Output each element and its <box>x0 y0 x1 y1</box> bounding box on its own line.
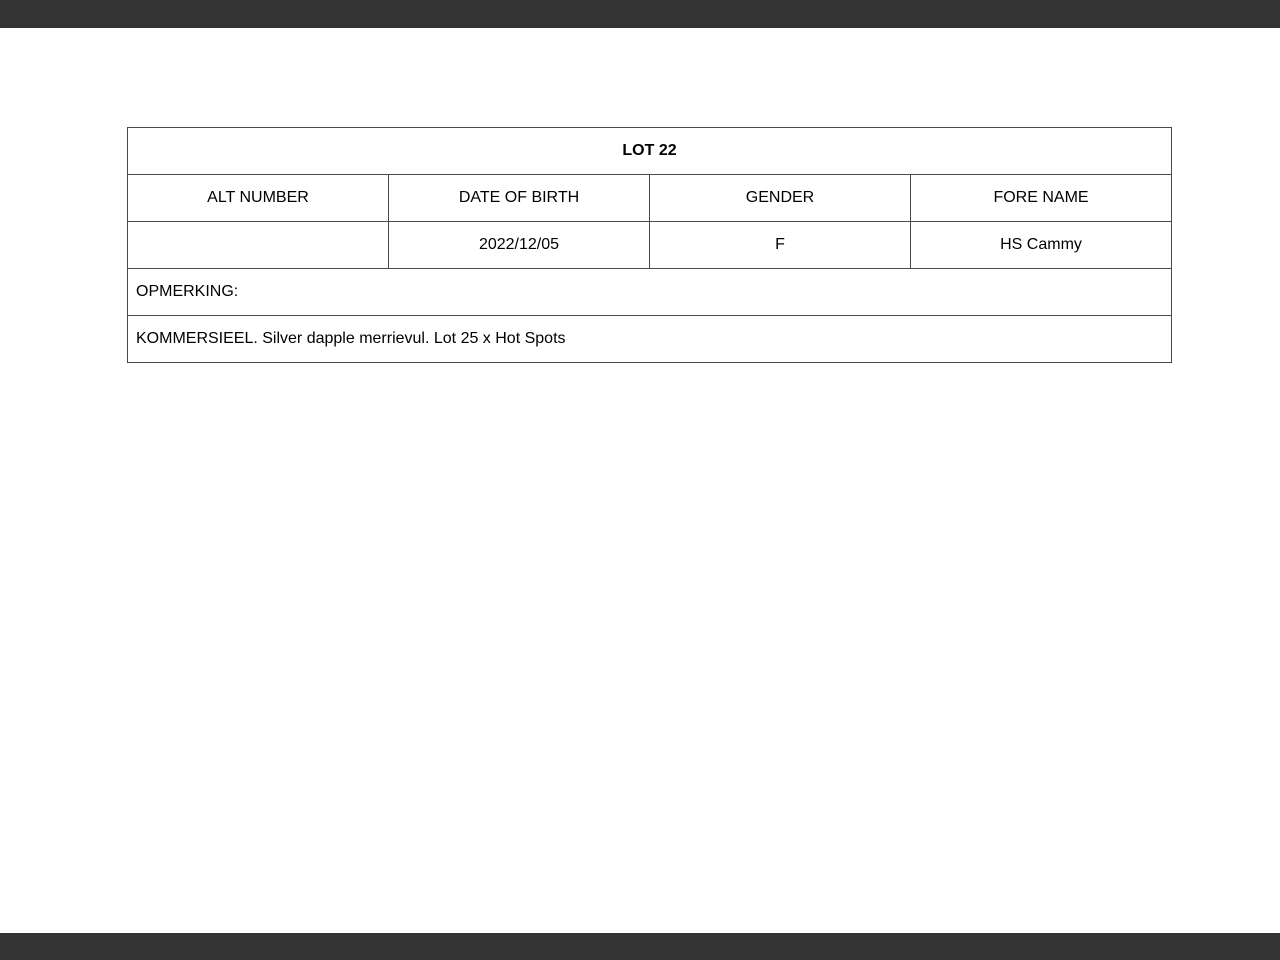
title-row <box>128 128 1172 175</box>
remark-text: KOMMERSIEEL. Silver dapple merrievul. Lot 25 x Hot Spots <box>128 316 1172 363</box>
header-alt-number: ALT NUMBER <box>128 175 389 222</box>
viewer-bottom-bar <box>0 933 1280 960</box>
header-fore-name: FORE NAME <box>911 175 1172 222</box>
header-gender: GENDER <box>650 175 911 222</box>
lot-table <box>127 127 1172 363</box>
value-alt-number <box>128 222 389 269</box>
value-row <box>128 222 1172 269</box>
remark-label-row <box>128 269 1172 316</box>
value-fore-name: HS Cammy <box>911 222 1172 269</box>
document-page <box>0 28 1280 933</box>
header-row <box>128 175 1172 222</box>
remark-text-row <box>128 316 1172 363</box>
value-date-of-birth: 2022/12/05 <box>389 222 650 269</box>
value-gender: F <box>650 222 911 269</box>
header-date-of-birth: DATE OF BIRTH <box>389 175 650 222</box>
lot-title: LOT 22 <box>128 128 1172 175</box>
remark-label: OPMERKING: <box>128 269 1172 316</box>
viewer-top-bar <box>0 0 1280 28</box>
